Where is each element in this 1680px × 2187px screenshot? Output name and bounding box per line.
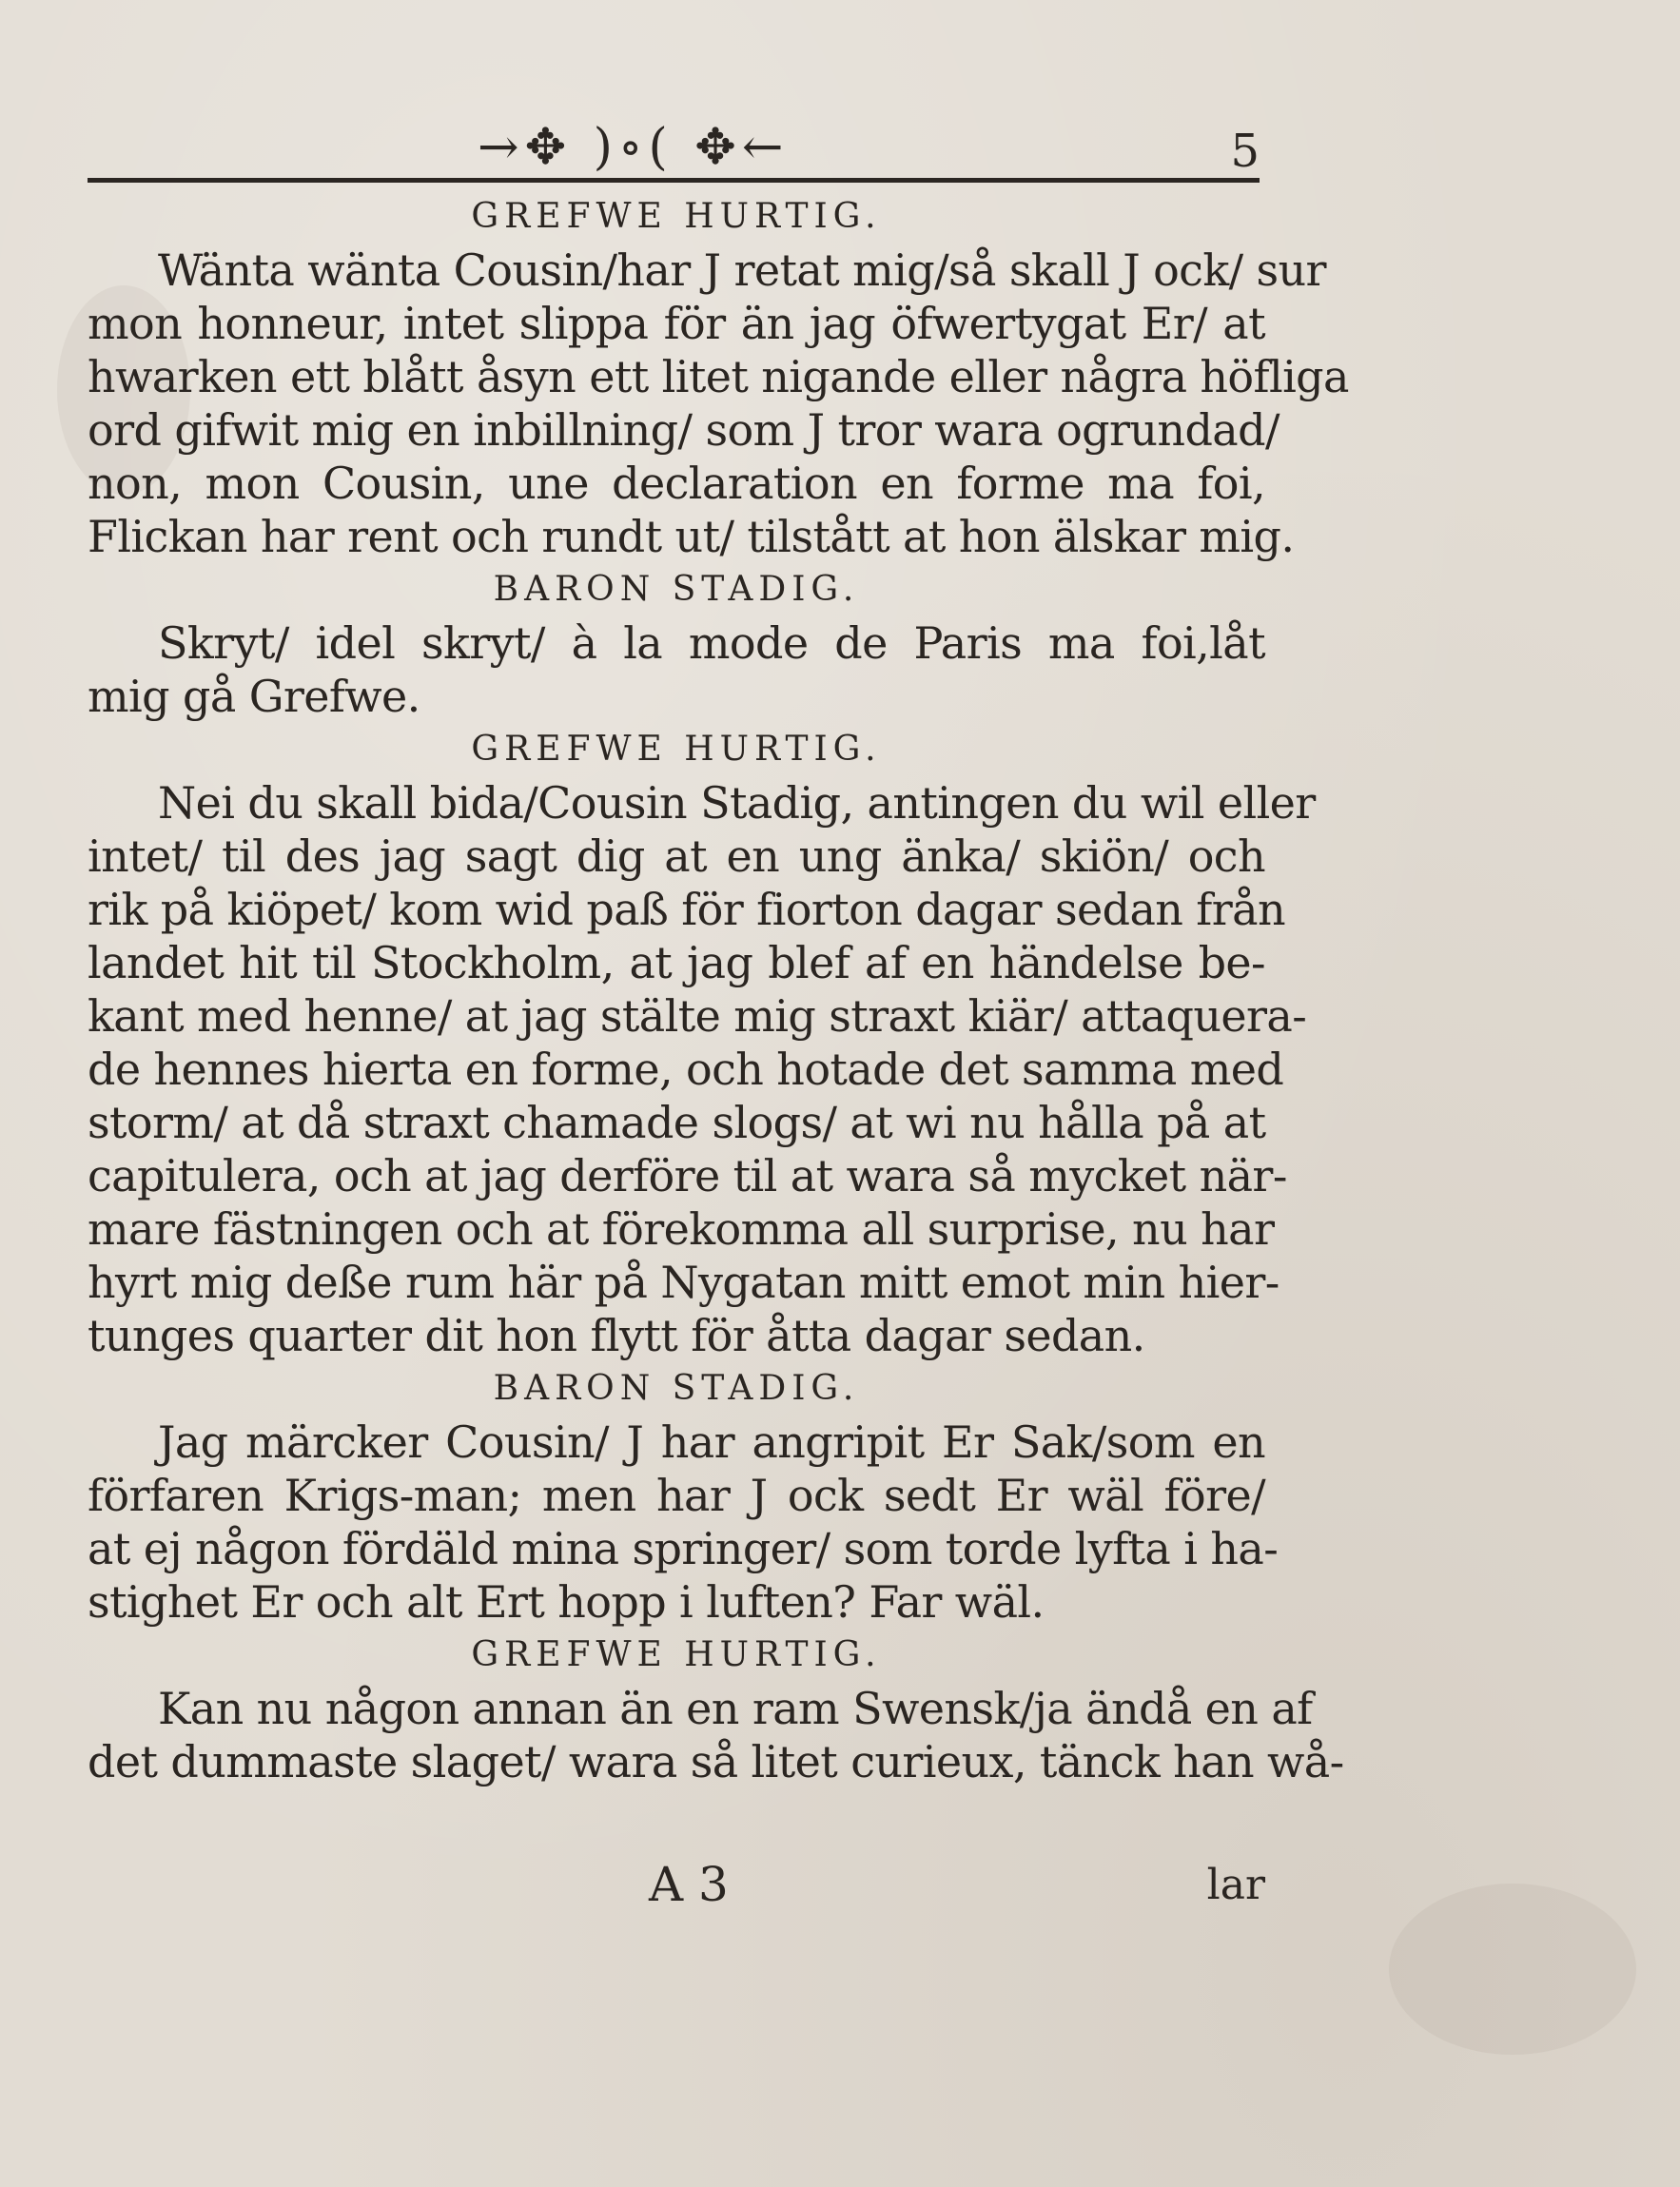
page-number: 5 [1230,125,1260,178]
text-line: Skryt/ idel skryt/ à la mode de Paris ma foi,låt [158,617,1265,669]
speaker-name: BARON STADIG. [493,570,860,609]
header-ornament: →✥ )∘( ✥← [478,119,790,176]
header-rule [88,178,1260,183]
text-line: det dummaste slaget/ wara så litet curieux, tänck han wå- [88,1736,1344,1787]
paper-stain [1389,1884,1636,2055]
text-line: de hennes hierta en forme, och hotade det samma med [88,1044,1284,1095]
page-footer [88,1857,1265,1914]
signature-mark: A 3 [649,1857,729,1912]
speaker-name: GREFWE HURTIG. [471,730,882,769]
text-line: landet hit til Stockholm, at jag blef af en händelse be- [88,937,1265,988]
text-line: tunges quarter dit hon flytt för åtta dagar sedan. [88,1310,1145,1361]
text-line: Jag märcker Cousin/ J har angripit Er Sak/som en [158,1416,1265,1468]
text-line: hyrt mig deße rum här på Nygatan mitt emot min hier- [88,1257,1280,1308]
text-line: at ej någon fördäld mina springer/ som torde lyfta i ha- [88,1523,1279,1574]
text-line: capitulera, och at jag derföre til at wara så mycket när- [88,1150,1287,1201]
text-line: storm/ at då straxt chamade slogs/ at wi nu hålla på at [88,1097,1266,1148]
text-line: förfaren Krigs-man; men har J ock sedt Er wäl före/ [88,1470,1265,1521]
text-line: mon honneur, intet slippa för än jag öfwertygat Er/ at [88,298,1265,349]
speaker-name: BARON STADIG. [493,1369,860,1408]
text-line: hwarken ett blått åsyn ett litet nigande eller några höfliga [88,351,1349,402]
speaker-name: GREFWE HURTIG. [471,1635,882,1674]
text-line: intet/ til des jag sagt dig at en ung änka/ skiön/ och [88,830,1265,882]
text-line: non, mon Cousin, une declaration en forme ma foi, [88,458,1265,509]
text-line: kant med henne/ at jag stälte mig straxt kiär/ attaquera- [88,990,1307,1042]
text-line: mig gå Grefwe. [88,671,420,722]
text-line: Wänta wänta Cousin/har J retat mig/så skall J ock/ sur [158,244,1326,296]
catchword: lar [1206,1861,1265,1909]
text-line: Nei du skall bida/Cousin Stadig, antingen du wil eller [158,777,1316,829]
text-line: Kan nu någon annan än en ram Swensk/ja ändå en af [158,1683,1313,1734]
page-text [88,190,1349,1788]
text-line: ord gifwit mig en inbillning/ som J tror wara ogrundad/ [88,404,1280,456]
speaker-name: GREFWE HURTIG. [471,197,882,236]
text-line: mare fästningen och at förekomma all surprise, nu har [88,1203,1275,1255]
text-line: rik på kiöpet/ kom wid paß för fiorton dagar sedan från [88,884,1285,935]
text-line: stighet Er och alt Ert hopp i luften? Far wäl. [88,1576,1045,1628]
text-line: Flickan har rent och rundt ut/ tilstått at hon älskar mig. [88,511,1295,562]
page-header [88,119,1260,186]
